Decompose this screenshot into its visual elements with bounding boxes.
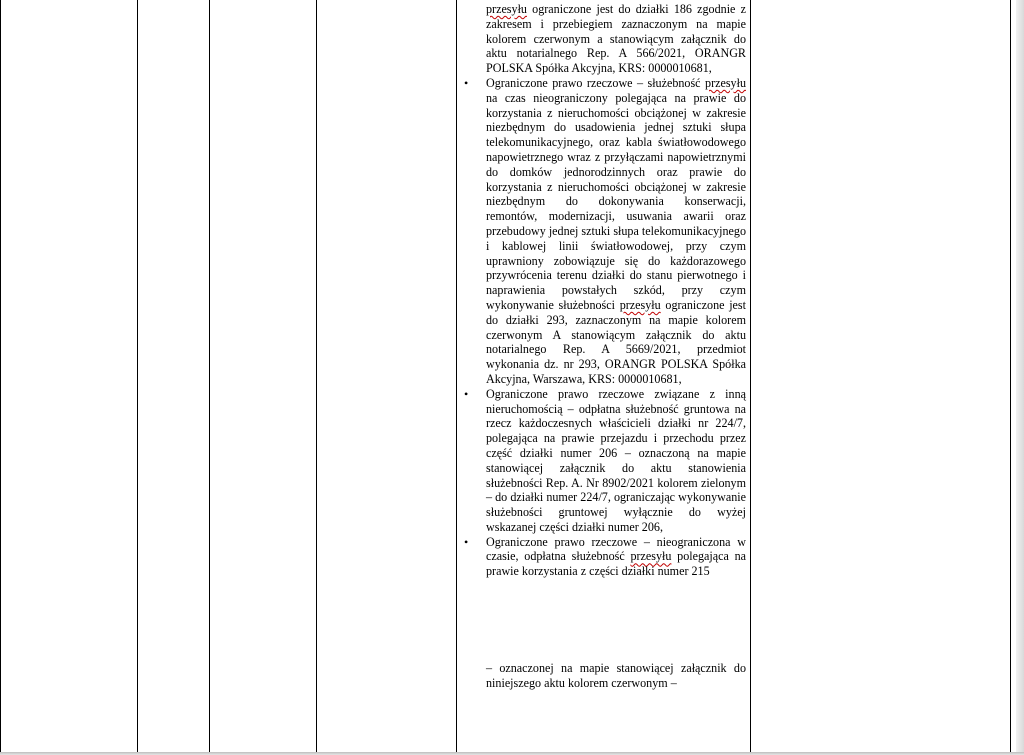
table-column-divider bbox=[316, 0, 317, 755]
encumbrances-list bbox=[462, 2, 746, 579]
text-run: ograniczone jest do działki 186 zgodnie z zakresem i przebiegiem zaznaczonym na mapie kolorem czerwonym a stanowiącym załącznik do aktu notarialnego Rep. A 566/2021, ORANGR POLSKA Spółka Akcyjna, KRS: 0000010681, bbox=[486, 2, 746, 76]
continuation-text: – oznaczonej na mapie stanowiącej załącznik do niniejszego aktu kolorem czerwonym – bbox=[486, 661, 746, 690]
spellcheck-word: przesyłu bbox=[630, 549, 672, 564]
spellcheck-word: przesyłu bbox=[705, 75, 746, 90]
page-edge-shadow bbox=[1016, 0, 1024, 755]
bullet-item bbox=[462, 535, 746, 579]
paragraph-continuation bbox=[462, 2, 746, 76]
text-run: Ograniczone prawo rzeczowe związane z inną nieruchomością – odpłatna służebność gruntowa na rzecz każdoczesnych właścicieli działki nr 224/7, polegająca na prawie przejazdu i przechodu przez część działki numer 206 – oznaczoną na mapie stanowiącej załącznik do aktu stanowienia służebności Rep. A. Nr 8902/2021 kolorem zielonym – do działki numer 224/7, ograniczając wykonywanie służebności gruntowej wyłącznie do wyżej wskazanej części działki numer 206, bbox=[486, 386, 746, 534]
text-run: polegająca na prawie korzystania z części działki numer 215 bbox=[486, 549, 746, 579]
text-run: na czas nieograniczony polegająca na prawie do korzystania z nieruchomości obciążonej w zakresie niezbędnym do usadowienia jednej sztuki słupa telekomunikacyjnego, oraz kabla światłowodowego napowietrznego wraz z przyłączami napowietrznymi do domków jednorodzinnych oraz prawie do korzystania z nieruchomości obciążonej w zakresie niezbędnym do dokonywania konserwacji, remontów, modernizacji, usuwania awarii oraz przebudowy jednej sztuki słupa telekomunikacyjnego i kablowej linii światłowodowej, przy czym uprawniony zobowiązuje się do każdorazowego przywrócenia terenu działki do stanu pierwotnego i naprawienia powstałych szkód, przy czym wykonywanie służebności bbox=[486, 90, 746, 312]
table-column-divider bbox=[750, 0, 751, 755]
text-run: ograniczone jest do działki 293, zaznaczonym na mapie kolorem czerwonym A stanowiącym załącznik do aktu notarialnego Rep. A 5669/2021, przedmiot wykonania dz. nr 293, ORANGR POLSKA Spółka Akcyjna, Warszawa, KRS: 0000010681, bbox=[486, 297, 746, 386]
table-column-divider bbox=[209, 0, 210, 755]
bullet-item bbox=[462, 387, 746, 535]
text-run: Ograniczone prawo rzeczowe – służebność bbox=[486, 75, 706, 90]
spellcheck-word: przesyłu bbox=[486, 2, 527, 16]
table-border-right bbox=[1010, 0, 1011, 755]
table-border-left bbox=[0, 0, 1, 755]
table-column-divider bbox=[456, 0, 457, 755]
table-column-divider bbox=[137, 0, 138, 755]
spellcheck-word: przesyłu bbox=[619, 297, 661, 312]
encumbrances-cell bbox=[462, 2, 746, 691]
text-run: Ograniczone prawo rzeczowe – nieograniczona w czasie, odpłatna służebność bbox=[486, 534, 746, 564]
bullet-item bbox=[462, 76, 746, 387]
